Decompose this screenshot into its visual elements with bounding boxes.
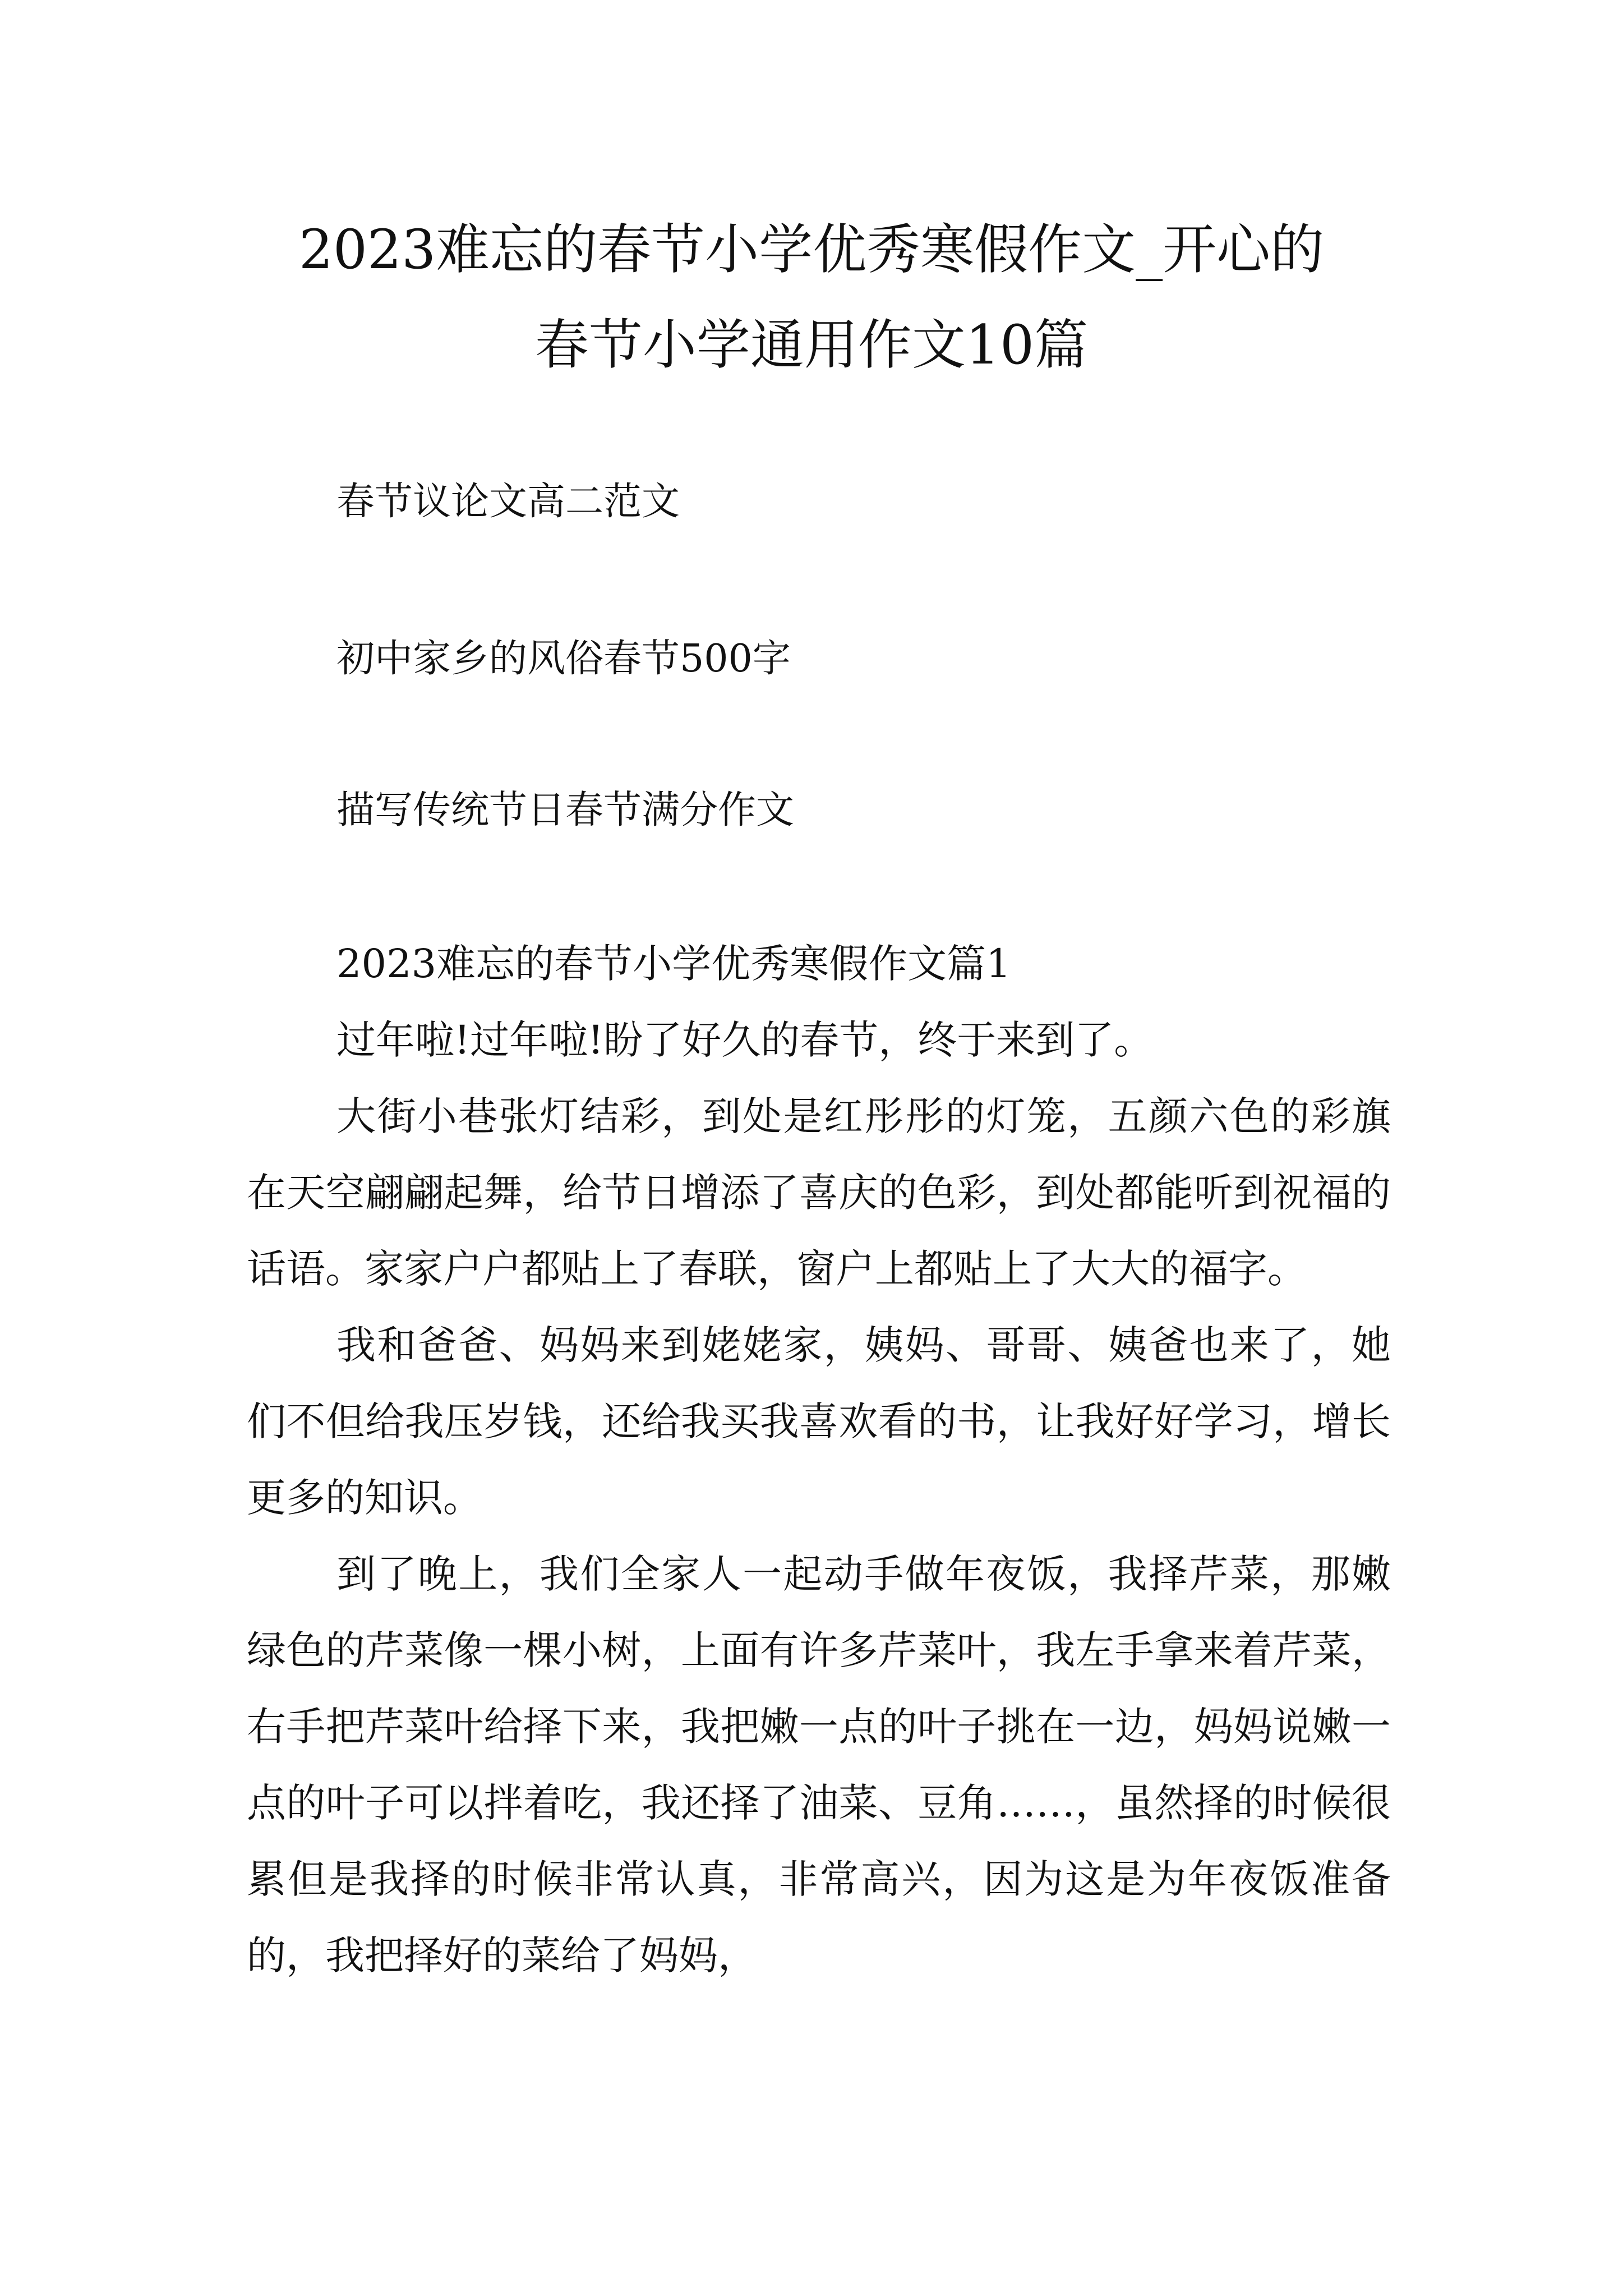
- related-link-1: 春节议论文高二范文: [336, 480, 680, 524]
- paragraph-4: 到了晚上，我们全家人一起动手做年夜饭，我择芹菜，那嫩绿色的芹菜像一棵小树，上面有许多芹菜叶，我左手拿来着芹菜，右手把芹菜叶给择下来，我把嫩一点的叶子挑在一边，妈妈说嫩一点的叶子可以拌着吃，我还择了油菜、豆角……，虽然择的时候很累但是我择的时候非常认真，非常高兴，因为这是为年夜饭准备的，我把择好的菜给了妈妈，: [247, 1551, 1391, 1978]
- article-body: [247, 926, 1391, 1994]
- paragraph-2: 大街小巷张灯结彩，到处是红彤彤的灯笼，五颜六色的彩旗在天空翩翩起舞，给节日增添了喜庆的色彩，到处都能听到祝福的话语。家家户户都贴上了春联，窗户上都贴上了大大的福字。: [247, 1093, 1391, 1292]
- title-line-2: 春节小学通用作文10篇: [534, 314, 1089, 376]
- section-heading: 2023难忘的春节小学优秀寒假作文篇1: [336, 941, 1011, 987]
- paragraph-3: 我和爸爸、妈妈来到姥姥家，姨妈、哥哥、姨爸也来了，她们不但给我压岁钱，还给我买我喜欢看的书，让我好好学习，增长更多的知识。: [247, 1322, 1391, 1521]
- title-line-1: 2023难忘的春节小学优秀寒假作文_开心的: [298, 218, 1325, 281]
- related-link-3: 描写传统节日春节满分作文: [336, 788, 795, 832]
- paragraph-1: 过年啦!过年啦!盼了好久的春节，终于来到了。: [336, 1017, 1154, 1063]
- related-link-2: 初中家乡的风俗春节500字: [336, 637, 791, 681]
- document-title: [236, 202, 1387, 393]
